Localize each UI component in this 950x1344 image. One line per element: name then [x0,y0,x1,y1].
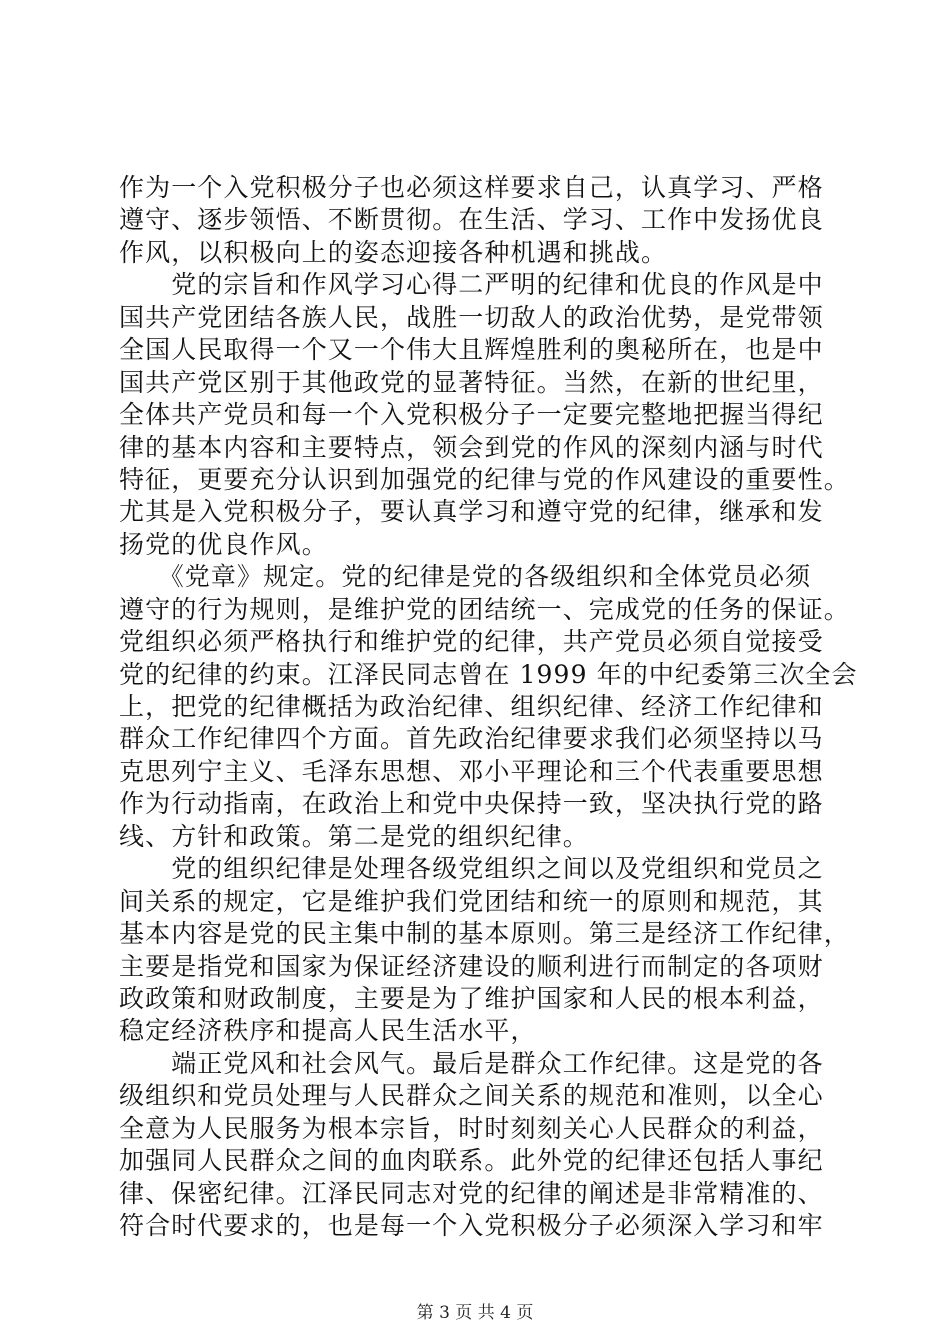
text-line: 党的组织纪律是处理各级党组织之间以及党组织和党员之 [119,854,824,884]
text-line: 遵守、逐步领悟、不断贯彻。在生活、学习、工作中发扬优良 [119,205,824,235]
text-line: 党的纪律的约束。江泽民同志曾在 1999 年的中纪委第三次全会 [119,659,858,689]
text-line: 间关系的规定，它是维护我们党团结和统一的原则和规范，其 [119,886,824,916]
text-line: 作为一个入党积极分子也必须这样要求自己，认真学习、严格 [119,173,824,202]
text-line: 全意为人民服务为根本宗旨，时时刻刻关心人民群众的利益， [119,1113,824,1143]
text-line: 国共产党团结各族人民，战胜一切敌人的政治优势，是党带领 [119,302,824,332]
text-line: 国共产党区别于其他政党的显著特征。当然，在新的世纪里， [119,367,824,397]
text-line: 作风，以积极向上的姿态迎接各种机遇和挑战。 [119,237,668,267]
text-line: 律的基本内容和主要特点，领会到党的作风的深刻内涵与时代 [119,432,824,462]
text-line: 级组织和党员处理与人民群众之间关系的规范和准则，以全心 [119,1081,824,1111]
text-line: 党组织必须严格执行和维护党的纪律，共产党员必须自觉接受 [119,627,824,657]
text-line: 《党章》规定。党的纪律是党的各级组织和全体党员必须 [119,562,812,592]
text-line: 党的宗旨和作风学习心得二严明的纪律和优良的作风是中 [119,270,824,300]
text-line: 上，把党的纪律概括为政治纪律、组织纪律、经济工作纪律和 [119,692,824,721]
text-line: 群众工作纪律四个方面。首先政治纪律要求我们必须坚持以马 [119,724,824,754]
text-line: 特征，更要充分认识到加强党的纪律与党的作风建设的重要性。 [119,464,850,494]
text-line: 律、保密纪律。江泽民同志对党的纪律的阐述是非常精准的、 [119,1178,824,1208]
page-number-label: 第 3 页 共 4 页 [416,1303,534,1323]
text-line: 端正党风和社会风气。最后是群众工作纪律。这是党的各 [119,1048,824,1078]
text-line: 符合时代要求的，也是每一个入党积极分子必须深入学习和牢 [119,1211,824,1240]
text-line: 政政策和财政制度，主要是为了维护国家和人民的根本利益， [119,983,824,1013]
text-line: 稳定经济秩序和提高人民生活水平， [119,1016,537,1046]
text-line: 加强同人民群众之间的血肉联系。此外党的纪律还包括人事纪 [119,1146,824,1176]
text-line: 扬党的优良作风。 [119,529,328,559]
text-line: 全体共产党员和每一个入党积极分子一定要完整地把握当得纪 [119,400,824,430]
document-body [119,172,858,1242]
text-line: 主要是指党和国家为保证经济建设的顺利进行而制定的各项财 [119,951,824,981]
text-line: 克思列宁主义、毛泽东思想、邓小平理论和三个代表重要思想 [119,756,824,786]
text-line: 作为行动指南，在政治上和党中央保持一致，坚决执行党的路 [119,789,824,819]
page-footer [0,1302,950,1324]
text-line: 全国人民取得一个又一个伟大且辉煌胜利的奥秘所在，也是中 [119,335,824,365]
text-line: 遵守的行为规则，是维护党的团结统一、完成党的任务的保证。 [119,594,850,624]
text-line: 尤其是入党积极分子，要认真学习和遵守党的纪律，继承和发 [119,497,824,527]
text-line: 基本内容是党的民主集中制的基本原则。第三是经济工作纪律， [119,919,850,949]
text-line: 线、方针和政策。第二是党的组织纪律。 [119,821,589,851]
